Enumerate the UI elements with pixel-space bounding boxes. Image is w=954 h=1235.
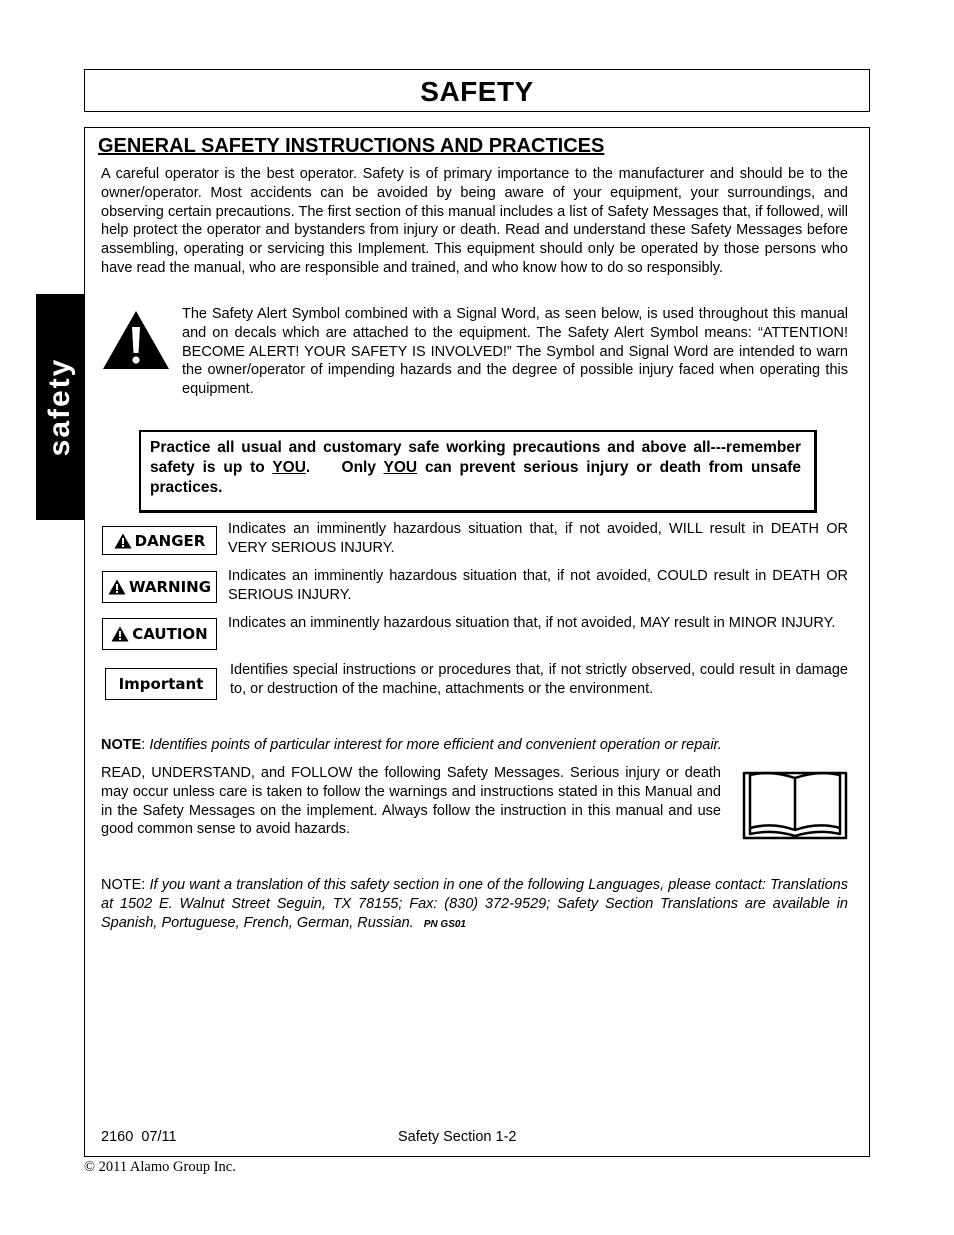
alert-symbol-paragraph: The Safety Alert Symbol combined with a Signal Word, as seen below, is used throughout this manual and on decals which are attached to the equipment. The Safety Alert Symbol means: “ATTENTION! BECOME ALERT! YOUR SAFETY IS INVOLVED!” The Symbol and Signal Word are intended to warn the owner/operator of impending hazards and the degree of possible injury faced when operating this equipment.: [182, 306, 848, 398]
alert-triangle-icon: [114, 533, 132, 549]
pn-code: PN GS01: [423, 918, 466, 930]
warning-description: Indicates an imminently hazardous situation that, if not avoided, COULD result in DEATH OR SERIOUS INJURY.: [228, 568, 848, 603]
danger-description: Indicates an imminently hazardous situation that, if not avoided, WILL result in DEATH OR VERY SERIOUS INJURY.: [228, 521, 848, 556]
danger-label: [102, 526, 217, 555]
practice-callout: [139, 430, 817, 513]
footer-section-page: Safety Section 1-2: [398, 1129, 517, 1145]
alert-triangle-icon: [111, 626, 129, 642]
danger-label-text: DANGER: [134, 531, 206, 550]
page-title: SAFETY: [420, 76, 534, 107]
copyright: © 2011 Alamo Group Inc.: [84, 1159, 236, 1175]
alert-triangle-icon: [108, 579, 126, 595]
side-tab-label: safety: [43, 357, 76, 457]
footer-model-date: 2160 07/11: [101, 1129, 177, 1145]
side-tab: [36, 294, 85, 520]
important-label-text: Important: [118, 675, 204, 693]
caution-label: [102, 618, 217, 650]
important-description: Identifies special instructions or procedures that, if not strictly observed, could result in damage to, or destruction of the machine, attachments or the environment.: [230, 662, 848, 697]
translation-note: NOTE: If you want a translation of this safety section in one of the following Languages, please contact: Translations at 1502 E. Walnut Street Seguin, TX 78155; Fax: (830) 372-9529; Safety Section Translations are available in Spanish, Portuguese, French, German, Russian. PN GS01: [101, 877, 848, 931]
practice-text: Practice all usual and customary safe working precautions and above all---remember safety is up to YOU. Only YOU can prevent serious injury or death from unsafe practices.: [150, 439, 802, 496]
warning-label: [102, 571, 217, 603]
caution-label-text: CAUTION: [132, 625, 208, 643]
header-box: [84, 69, 870, 112]
section-title: GENERAL SAFETY INSTRUCTIONS AND PRACTICES: [98, 135, 605, 157]
manual-book-icon: [742, 768, 848, 840]
important-label: [105, 668, 217, 700]
warning-label-text: WARNING: [128, 578, 212, 596]
note-line: NOTE: Identifies points of particular interest for more efficient and convenient operation or repair.: [101, 737, 722, 753]
intro-paragraph: A careful operator is the best operator. Safety is of primary importance to the manufacturer and should be to the owner/operator. Most accidents can be avoided by being aware of your equipment, your surroundings, and observing certain precautions. The first section of this manual includes a list of Safety Messages that, if followed, will help protect the operator and bystanders from injury or death. Read and understand these Safety Messages before assembling, operating or servicing this Implement. This equipment should only be operated by those persons who have read the manual, who are responsible and trained, and who know how to do so responsibly.: [101, 166, 848, 276]
caution-description: Indicates an imminently hazardous situation that, if not avoided, MAY result in MINOR INJURY.: [228, 615, 836, 631]
read-paragraph: READ, UNDERSTAND, and FOLLOW the following Safety Messages. Serious injury or death may occur unless care is taken to follow the warnings and instructions stated in this Manual and in the Safety Messages on the implement. Always follow the instruction in this manual and use good common sense to avoid hazards.: [101, 765, 721, 838]
safety-alert-icon: [101, 309, 171, 371]
